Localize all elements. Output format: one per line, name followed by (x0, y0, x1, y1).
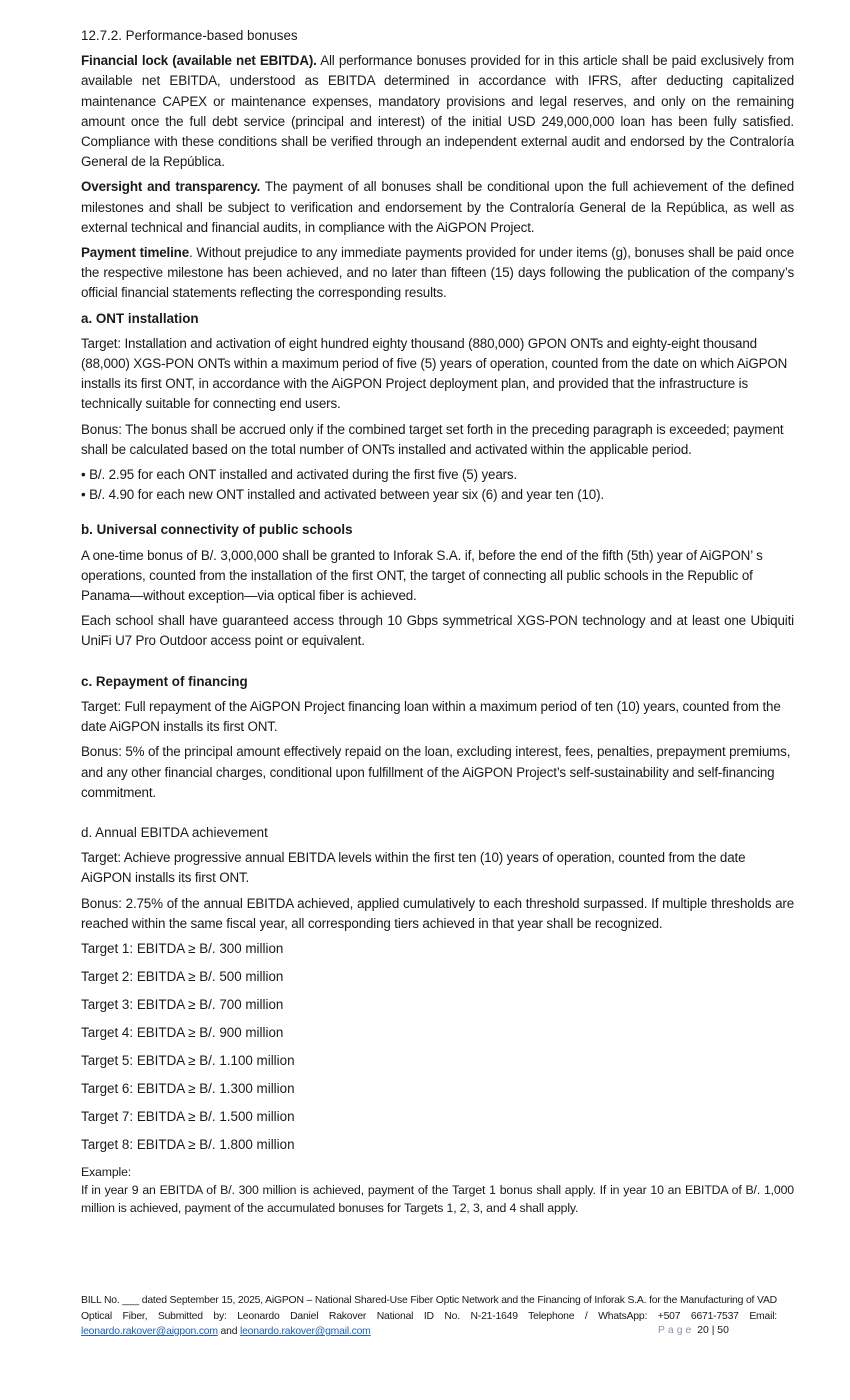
oversight-text: The payment of all bonuses shall be conditional upon the full achievement of the defined milestones and shall be subject to verification and endorsement by the Contraloría General de la República, as well as external technical and financial audits, in compliance with the AiGPON Project. (81, 179, 794, 235)
payment-timeline-text: . Without prejudice to any immediate payments provided for under items (g), bonuses shall be paid once the respective milestone has been achieved, and no later than fifteen (15) days following the publication of the company’s official financial statements reflecting the corresponding results. (81, 245, 794, 301)
ebitda-target-1: Target 1: EBITDA ≥ B/. 300 million (81, 940, 284, 956)
page-number-value: 20 | 50 (697, 1325, 729, 1336)
ebitda-target-6: Target 6: EBITDA ≥ B/. 1.300 million (81, 1080, 295, 1096)
section-b-paragraph-1: A one-time bonus of B/. 3,000,000 shall be granted to Inforak S.A. if, before the end of the fifth (5th) year of AiGPON’ s operations, counted from the installation of the first ONT, the target of connecting all public schools in the Republic of Panama—without exception—via optical fiber is achieved. (81, 547, 763, 604)
section-a-target: Target: Installation and activation of eight hundred eighty thousand (880,000) GPON ONTs and eighty-eight thousand (88,000) XGS-PON ONTs within a maximum period of five (5) years of operation, counted from the date on which AiGPON installs its first ONT, in accordance with the AiGPON Project deployment plan, and provided that the infrastructure is technically suitable for connecting end users. (81, 335, 788, 412)
ebitda-target-2: Target 2: EBITDA ≥ B/. 500 million (81, 968, 284, 984)
section-a-title: a. ONT installation (81, 310, 199, 326)
section-d-bonus: Bonus: 2.75% of the annual EBITDA achieved, applied cumulatively to each threshold surpassed. If multiple thresholds are reached within the same fiscal year, all corresponding tiers achieved in that year shall be recognized. (81, 895, 794, 931)
example-label: Example: (81, 1164, 132, 1179)
footer-text: BILL No. ___ dated September 15, 2025, AiGPON – National Shared-Use Fiber Optic Network and the Financing of Inforak S.A. for the Manufacturing of VAD Optical Fiber, Submitted by: Leonardo Daniel Rakover National ID No. N-21-1649 Telephone / WhatsApp: +507 6671-7537 Email: (81, 1295, 777, 1322)
ebitda-target-4: Target 4: EBITDA ≥ B/. 900 million (81, 1024, 284, 1040)
oversight-paragraph (81, 177, 794, 238)
financial-lock-text: All performance bonuses provided for in this article shall be paid exclusively from available net EBITDA, understood as EBITDA determined in accordance with IFRS, after deducting capitalized maintenance CAPEX or maintenance expenses, mandatory provisions and legal reserves, and only on the remaining amount once the full debt service (principal and interest) of the initial USD 249,000,000 loan has been fully satisfied. Compliance with these conditions shall be verified through an independent external audit and endorsed by the Contraloría General de la República. (81, 53, 795, 170)
section-b-paragraph-2: Each school shall have guaranteed access through 10 Gbps symmetrical XGS-PON technology and at least one Ubiquiti UniFi U7 Pro Outdoor access point or equivalent. (81, 613, 794, 649)
ebitda-target-8: Target 8: EBITDA ≥ B/. 1.800 million (81, 1136, 295, 1152)
section-c-bonus: Bonus: 5% of the principal amount effectively repaid on the loan, excluding interest, fees, penalties, prepayment premiums, and any other financial charges, conditional upon fulfillment of the AiGPON Project’s self-sustainability and self-financing commitment. (81, 744, 791, 800)
example-text: If in year 9 an EBITDA of B/. 300 million is achieved, payment of the Target 1 bonus shall apply. If in year 10 an EBITDA of B/. 1,000 million is achieved, payment of the accumulated bonuses for Targets 1, 2, 3, and 4 shall apply. (81, 1182, 794, 1215)
section-d-title: d. Annual EBITDA achievement (81, 824, 268, 840)
oversight-lead: Oversight and transparency. (81, 179, 261, 195)
document-page (81, 26, 794, 1217)
ebitda-target-3: Target 3: EBITDA ≥ B/. 700 million (81, 996, 284, 1012)
payment-timeline-lead: Payment timeline (81, 245, 189, 261)
section-c-title: c. Repayment of financing (81, 673, 248, 689)
financial-lock-paragraph (81, 51, 794, 172)
email-link-aigpon[interactable]: leonardo.rakover@aigpon.com (81, 1326, 218, 1337)
section-heading: 12.7.2. Performance-based bonuses (81, 28, 298, 43)
ebitda-targets-list (81, 939, 794, 1155)
section-d-target: Target: Achieve progressive annual EBITDA levels within the first ten (10) years of operation, counted from the date AiGPON installs its first ONT. (81, 850, 746, 886)
section-b-title: b. Universal connectivity of public schools (81, 522, 353, 538)
ebitda-target-7: Target 7: EBITDA ≥ B/. 1.500 million (81, 1108, 295, 1124)
page-number (658, 1325, 729, 1336)
section-a-bullet-1: • B/. 2.95 for each ONT installed and activated during the first five (5) years. (81, 467, 518, 483)
financial-lock-lead: Financial lock (available net EBITDA). (81, 53, 317, 69)
payment-timeline-paragraph (81, 243, 794, 304)
email-link-gmail[interactable]: leonardo.rakover@gmail.com (239, 1326, 371, 1337)
ebitda-target-5: Target 5: EBITDA ≥ B/. 1.100 million (81, 1052, 295, 1068)
section-c-target: Target: Full repayment of the AiGPON Project financing loan within a maximum period of ten (10) years, counted from the date AiGPON installs its first ONT. (81, 698, 781, 735)
page-label: Page (658, 1325, 695, 1336)
footer-and: and (217, 1326, 240, 1337)
section-a-bullet-2: • B/. 4.90 for each new ONT installed and activated between year six (6) and year ten (10). (81, 487, 604, 503)
section-a-bonus: Bonus: The bonus shall be accrued only if the combined target set forth in the preceding paragraph is exceeded; payment shall be calculated based on the total number of ONTs installed and activated within the applicable period. (81, 421, 784, 457)
